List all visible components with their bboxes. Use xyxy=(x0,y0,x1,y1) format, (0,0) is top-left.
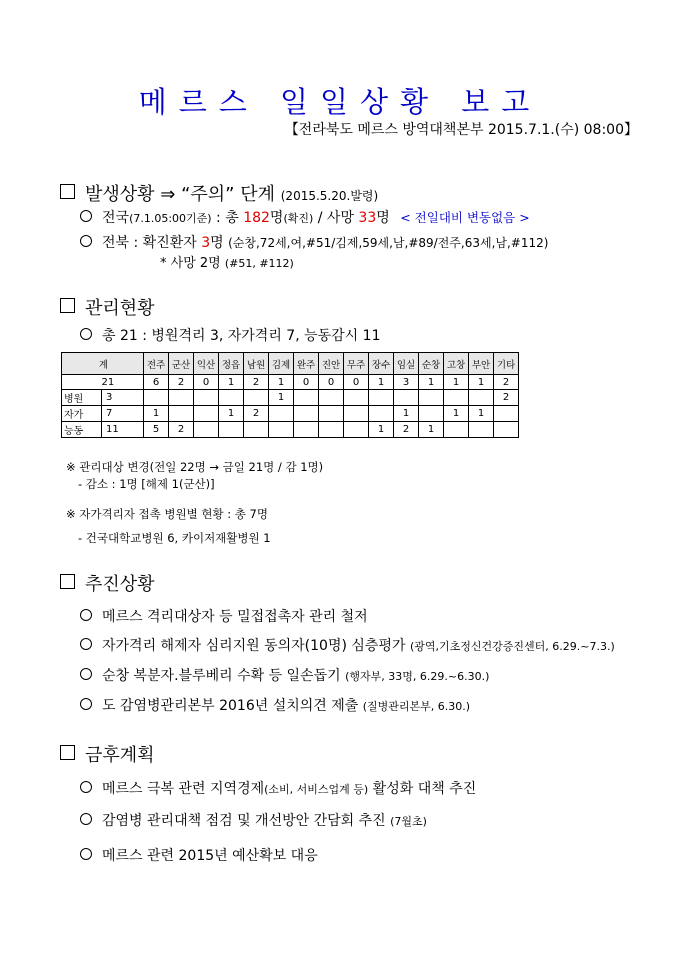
table-cell xyxy=(294,406,319,422)
list-item xyxy=(80,635,615,655)
death-note xyxy=(160,252,294,271)
confirmed-count: 182 xyxy=(243,210,270,226)
table-cell xyxy=(194,422,219,438)
text: / 사망 xyxy=(313,210,359,226)
table-header-cell: 무주 xyxy=(344,353,369,375)
note-hospital-detail: - 건국대학교병원 6, 카이저재활병원 1 xyxy=(78,531,271,545)
text: 메르스 관련 2015년 예산확보 대응 xyxy=(102,848,318,864)
table-header-cell: 군산 xyxy=(169,353,194,375)
timestamp: (7.1.05:00기준) xyxy=(129,212,212,225)
table-cell: 1 xyxy=(394,406,419,422)
circle-bullet-icon xyxy=(80,609,92,621)
table-header-cell: 완주 xyxy=(294,353,319,375)
table-cell: 1 xyxy=(369,375,394,390)
table-header-cell: 진안 xyxy=(319,353,344,375)
management-table xyxy=(61,352,519,438)
table-cell: 2 xyxy=(169,422,194,438)
text: (광역,기초정신건강증진센터, 6.29.~7.3.) xyxy=(409,640,615,653)
table-cell xyxy=(394,390,419,406)
table-cell xyxy=(444,422,469,438)
table-cell: 5 xyxy=(144,422,169,438)
table-header-cell: 기타 xyxy=(494,353,519,375)
circle-bullet-icon xyxy=(80,698,92,710)
table-header-cell: 익산 xyxy=(194,353,219,375)
page-title: 메르스 일일상황 보고 xyxy=(138,85,542,119)
table-header-cell: 김제 xyxy=(269,353,294,375)
table-row-active xyxy=(62,422,519,438)
text: 감염병 관리대책 점검 및 개선방안 간담회 추진 xyxy=(102,813,391,829)
change-note: < 전일대비 변동없음 > xyxy=(400,210,530,225)
jeonbuk-status xyxy=(80,232,548,252)
table-cell xyxy=(344,406,369,422)
text: 도 감염병관리본부 2016년 설치의견 제출 xyxy=(102,698,363,714)
table-cell: 1 xyxy=(144,406,169,422)
table-cell: 1 xyxy=(269,390,294,406)
list-item xyxy=(80,695,470,715)
table-header-row xyxy=(62,353,519,375)
table-cell xyxy=(494,422,519,438)
table-header-cell: 순창 xyxy=(419,353,444,375)
table-cell: 0 xyxy=(319,375,344,390)
table-cell xyxy=(369,406,394,422)
text: (행자부, 33명, 6.29.~6.30.) xyxy=(345,670,490,683)
table-cell xyxy=(169,390,194,406)
table-header-cell: 고창 xyxy=(444,353,469,375)
table-cell xyxy=(169,406,194,422)
text: : 총 xyxy=(211,210,244,226)
table-cell xyxy=(319,390,344,406)
checkbox-square-icon xyxy=(60,574,75,589)
table-cell: 0 xyxy=(294,375,319,390)
table-cell xyxy=(269,406,294,422)
table-cell: 1 xyxy=(469,375,494,390)
table-cell: 21 xyxy=(102,375,144,390)
text: 자가격리 해제자 심리지원 동의자(10명) 심층평가 xyxy=(102,638,410,654)
text: 총 21 : 병원격리 3, 자가격리 7, 능동감시 11 xyxy=(102,328,381,344)
text: 전북 : 확진환자 xyxy=(102,235,202,251)
table-cell xyxy=(194,406,219,422)
table-header-cell: 부안 xyxy=(469,353,494,375)
text: (확진) xyxy=(283,212,314,225)
checkbox-square-icon xyxy=(60,298,75,313)
list-item xyxy=(80,810,427,830)
text: (#51, #112) xyxy=(224,257,294,270)
text: 활성화 대책 추진 xyxy=(368,781,477,797)
text: * 사망 2명 xyxy=(160,256,225,271)
table-cell: 1 xyxy=(419,422,444,438)
table-cell xyxy=(369,390,394,406)
row-label: 병원 xyxy=(62,390,102,406)
section-management xyxy=(60,294,155,320)
text: 명 xyxy=(376,210,390,226)
table-cell: 1 xyxy=(369,422,394,438)
table-cell xyxy=(244,422,269,438)
section-progress xyxy=(60,570,155,596)
case-details: (순창,72세,여,#51/김제,59세,남,#89/전주,63세,남,#112) xyxy=(228,236,549,250)
table-header-cell: 남원 xyxy=(244,353,269,375)
table-cell xyxy=(494,406,519,422)
circle-bullet-icon xyxy=(80,668,92,680)
section-heading: 금후계획 xyxy=(85,745,155,766)
table-cell xyxy=(319,422,344,438)
table-cell: 1 xyxy=(469,406,494,422)
table-header-cell: 계 xyxy=(62,353,144,375)
table-cell: 11 xyxy=(102,422,144,438)
table-row-self xyxy=(62,406,519,422)
table-cell: 2 xyxy=(244,375,269,390)
jeonbuk-confirmed-count: 3 xyxy=(201,235,211,251)
table-cell xyxy=(194,390,219,406)
table-cell xyxy=(469,422,494,438)
table-cell xyxy=(244,390,269,406)
table-row-hospital xyxy=(62,390,519,406)
table-cell: 2 xyxy=(244,406,269,422)
table-cell xyxy=(419,406,444,422)
row-label xyxy=(62,375,102,390)
table-cell: 2 xyxy=(494,375,519,390)
list-item xyxy=(80,606,368,626)
table-cell: 1 xyxy=(444,406,469,422)
table-cell xyxy=(144,390,169,406)
circle-bullet-icon xyxy=(80,328,92,340)
table-cell: 1 xyxy=(444,375,469,390)
table-cell xyxy=(344,422,369,438)
table-cell: 3 xyxy=(102,390,144,406)
label: 전국 xyxy=(102,210,130,226)
section-heading: 관리현황 xyxy=(85,298,155,319)
table-row-total xyxy=(62,375,519,390)
table-cell: 1 xyxy=(419,375,444,390)
section-heading-note: (2015.5.20.발령) xyxy=(280,189,379,203)
note-hospital: ※ 자가격리자 접촉 병원별 현황 : 총 7명 xyxy=(66,507,268,521)
text: 메르스 극복 관련 지역경제 xyxy=(102,781,265,797)
death-count: 33 xyxy=(358,210,377,226)
table-cell: 2 xyxy=(169,375,194,390)
circle-bullet-icon xyxy=(80,235,92,247)
checkbox-square-icon xyxy=(60,184,75,199)
table-cell xyxy=(294,390,319,406)
table-cell: 7 xyxy=(102,406,144,422)
list-item xyxy=(80,845,318,865)
note-change-detail: - 감소 : 1명 [해제 1(군산)] xyxy=(78,477,215,491)
table-cell xyxy=(419,390,444,406)
row-label: 능동 xyxy=(62,422,102,438)
table-cell xyxy=(294,422,319,438)
text: 명 xyxy=(210,235,229,251)
circle-bullet-icon xyxy=(80,210,92,222)
report-header: 【전라북도 메르스 방역대책본부 2015.7.1.(수) 08:00】 xyxy=(284,122,638,138)
table-cell: 1 xyxy=(219,406,244,422)
note-change: ※ 관리대상 변경(전일 22명 → 금일 21명 / 감 1명) xyxy=(66,460,324,474)
table-cell xyxy=(219,422,244,438)
text: 명 xyxy=(269,210,284,226)
table-cell: 0 xyxy=(344,375,369,390)
management-summary xyxy=(80,325,380,345)
circle-bullet-icon xyxy=(80,848,92,860)
section-plan xyxy=(60,741,155,767)
national-status xyxy=(80,207,530,227)
text: (7월초) xyxy=(390,815,427,828)
text: 메르스 격리대상자 등 밀접접촉자 관리 철저 xyxy=(102,609,368,625)
text: 순창 복분자.블루베리 수확 등 일손돕기 xyxy=(102,668,346,684)
checkbox-square-icon xyxy=(60,745,75,760)
row-label: 자가 xyxy=(62,406,102,422)
text: (소비, 서비스업계 등) xyxy=(264,783,369,796)
circle-bullet-icon xyxy=(80,813,92,825)
table-header-cell: 정읍 xyxy=(219,353,244,375)
table-cell: 6 xyxy=(144,375,169,390)
table-cell xyxy=(219,390,244,406)
text: (질병관리본부, 6.30.) xyxy=(362,700,471,713)
table-cell xyxy=(469,390,494,406)
table-header-cell: 임실 xyxy=(394,353,419,375)
table-cell: 0 xyxy=(194,375,219,390)
section-heading: 추진상황 xyxy=(85,574,155,595)
table-cell: 2 xyxy=(494,390,519,406)
section-heading: 발생상황 ⇒ “주의” 단계 xyxy=(85,184,276,205)
circle-bullet-icon xyxy=(80,781,92,793)
section-occurrence xyxy=(60,180,378,206)
table-header-cell: 장수 xyxy=(369,353,394,375)
table-header-cell: 전주 xyxy=(144,353,169,375)
table-cell xyxy=(269,422,294,438)
circle-bullet-icon xyxy=(80,638,92,650)
table-cell: 1 xyxy=(269,375,294,390)
list-item xyxy=(80,778,476,798)
table-cell: 2 xyxy=(394,422,419,438)
table-cell: 3 xyxy=(394,375,419,390)
table-cell xyxy=(344,390,369,406)
table-cell xyxy=(319,406,344,422)
table-cell: 1 xyxy=(219,375,244,390)
list-item xyxy=(80,665,489,685)
table-cell xyxy=(444,390,469,406)
